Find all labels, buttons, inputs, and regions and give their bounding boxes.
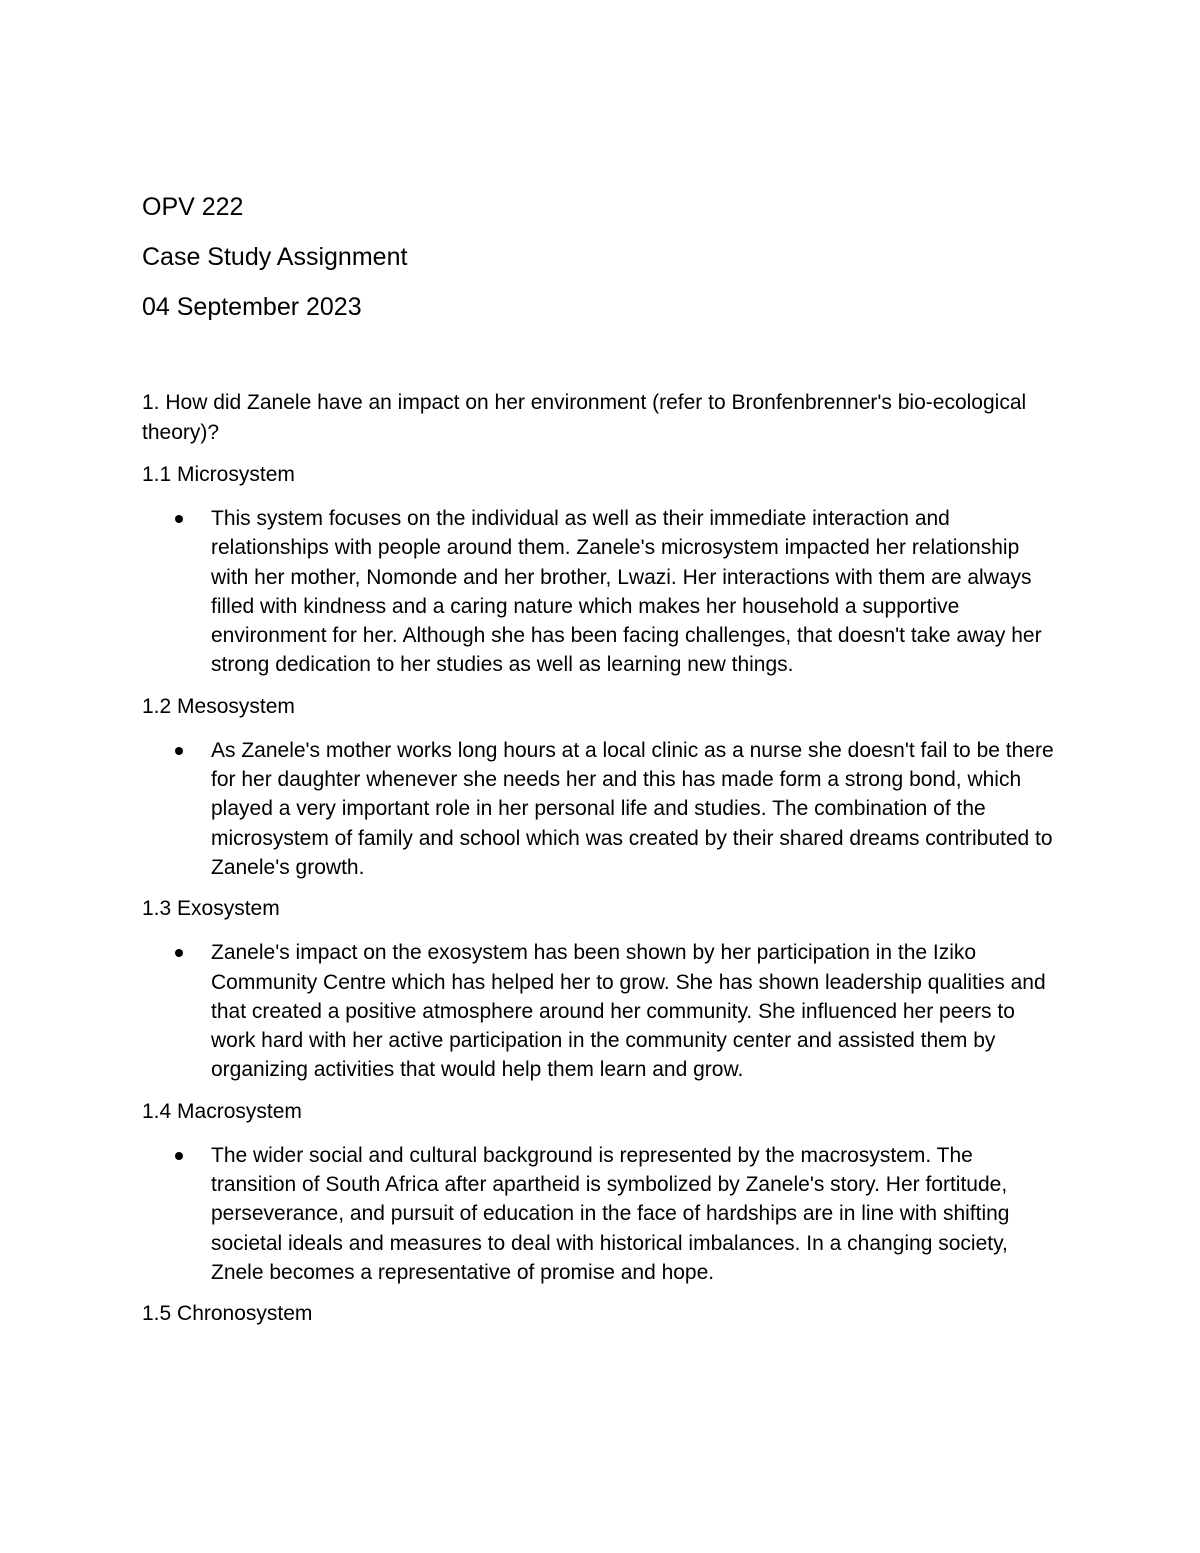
course-code: OPV 222 <box>142 193 244 221</box>
section-heading-macrosystem: 1.4 Macrosystem <box>142 1099 302 1123</box>
document-body <box>142 188 1062 1343</box>
section-heading-chronosystem: 1.5 Chronosystem <box>142 1302 313 1326</box>
bullet-text: Zanele's impact on the exosystem has been shown by her participation in the Iziko Community Centre which has helped her to grow. She has shown leadership qualities and that created a positive atmosphere around her community. She influenced her peers to work hard with her active participation in the community center and assisted them by organizing activities that would help them learn and grow. <box>211 941 1046 1082</box>
bullet-icon <box>175 949 183 957</box>
assignment-date: 04 September 2023 <box>142 293 362 321</box>
section-heading-exosystem: 1.3 Exosystem <box>142 897 280 921</box>
section-heading-microsystem: 1.1 Microsystem <box>142 463 295 486</box>
list-item-mesosystem <box>142 736 1062 882</box>
bullet-text: This system focuses on the individual as well as their immediate interaction and relationships with people around them. Zanele's microsystem impacted her relationship with her mother, Nomonde and her brother, Lwazi. Her interactions with them are always filled with kindness and a caring nature which makes her household a supportive environment for her. Although she has been facing challenges, that doesn't take away her strong dedication to her studies as well as learning new things. <box>211 507 1042 677</box>
question-text: 1. How did Zanele have an impact on her environment (refer to Bronfenbrenner's bio-ecological theory)? <box>142 391 1027 444</box>
bullet-text: The wider social and cultural background is represented by the macrosystem. The transition of South Africa after apartheid is symbolized by Zanele's story. Her fortitude, perseverance, and pursuit of education in the face of hardships are in line with shifting societal ideals and measures to deal with historical imbalances. In a changing society, Znele becomes a representative of promise and hope. <box>211 1143 1010 1284</box>
list-item-microsystem <box>142 504 1062 680</box>
bullet-text: As Zanele's mother works long hours at a local clinic as a nurse she doesn't fail to be there for her daughter whenever she needs her and this has made form a strong bond, which played a very important role in her personal life and studies. The combination of the microsystem of family and school which was created by their shared dreams contributed to Zanele's growth. <box>211 738 1054 879</box>
bullet-icon <box>175 1152 183 1160</box>
list-item-exosystem <box>142 938 1062 1084</box>
section-heading-mesosystem: 1.2 Mesosystem <box>142 694 295 718</box>
list-item-macrosystem <box>142 1141 1062 1287</box>
bullet-icon <box>175 747 183 755</box>
bullet-icon <box>175 515 183 523</box>
assignment-title: Case Study Assignment <box>142 243 408 271</box>
spacer <box>142 338 1062 388</box>
